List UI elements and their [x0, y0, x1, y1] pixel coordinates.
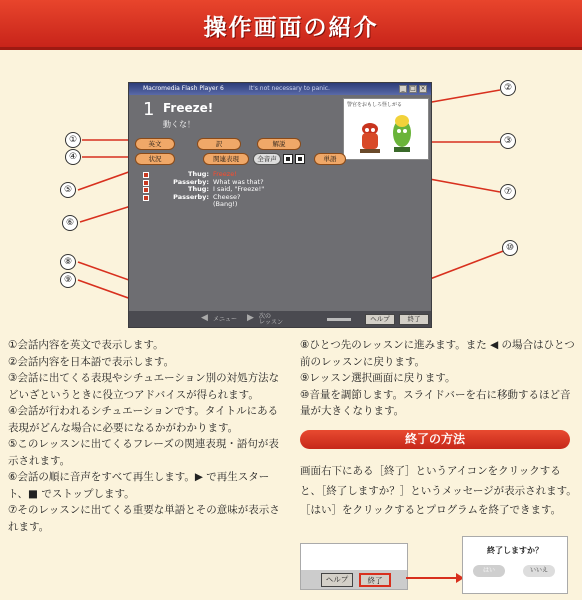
exit-button-sample[interactable]: 終了: [359, 573, 391, 587]
callout-8: ⑧: [60, 254, 76, 270]
callout-6: ⑥: [62, 215, 78, 231]
dialog-question: 終了しますか？: [487, 546, 543, 555]
window-title: Macromedia Flash Player 6: [143, 85, 224, 92]
stop-icon[interactable]: [295, 154, 305, 164]
english-button[interactable]: 英文: [135, 138, 175, 150]
help-button[interactable]: ヘルプ: [365, 314, 395, 325]
dialogue-text: (Bang!): [213, 200, 238, 208]
callout-1: ①: [65, 132, 81, 148]
no-button[interactable]: いいえ: [523, 565, 555, 577]
close-icon[interactable]: ×: [420, 85, 426, 92]
dialogue-text: I said, "Freeze!": [213, 185, 265, 193]
arrow-icon: [406, 572, 466, 584]
prev-lesson-icon[interactable]: ◀: [201, 313, 208, 323]
speaker-name: Passerby:: [173, 177, 209, 186]
callout-3: ③: [500, 133, 516, 149]
words-button[interactable]: 単語: [314, 153, 346, 165]
lesson-number: 1: [143, 99, 155, 120]
explanation-button[interactable]: 解説: [257, 138, 301, 150]
characters-illustration: [344, 99, 430, 161]
speaker-name: Thug:: [188, 170, 209, 178]
callout-10: ⑩: [502, 240, 518, 256]
menu-button[interactable]: メニュー: [213, 316, 238, 323]
description-item: ⑤このレッスンに出てくるフレーズの関連表現・語句が表示されます。: [8, 438, 279, 467]
description-item: ⑥会話の順に音声をすべて再生します。▶ で再生スタート、■ でストップします。: [8, 471, 270, 500]
speaker-name: Passerby:: [173, 192, 209, 201]
speaker-icon[interactable]: [143, 172, 149, 178]
callout-4: ④: [65, 149, 81, 165]
volume-slider[interactable]: [327, 318, 351, 321]
lesson-illustration: [343, 98, 429, 160]
description-item: ④会話が行われるシチュエーションです。タイトルにある表現がどんな場合に必要になるかがわかります。: [8, 405, 279, 434]
dialogue-text: What was that?: [213, 177, 264, 186]
maximize-icon[interactable]: □: [410, 85, 416, 92]
illustration-caption: 警官をおもしろ怪しがる: [347, 102, 403, 108]
help-button-sample[interactable]: ヘルプ: [321, 573, 353, 587]
exit-screenshot: [300, 543, 408, 590]
window-subtitle: It's not necessary to panic.: [249, 85, 330, 92]
speaker-icon[interactable]: [143, 180, 149, 186]
speaker-icon[interactable]: [143, 195, 149, 201]
description-item: ⑧ひとつ先のレッスンに進みます。また ◀ の場合はひとつ前のレッスンに戻ります。: [300, 339, 575, 368]
exit-button[interactable]: 終了: [399, 314, 429, 325]
exit-section-text: 画面右下にある［終了］というアイコンをクリックすると、［終了しますか？］というメッセージが表示されます。［はい］をクリックするとプログラムを終了できます。: [300, 465, 577, 516]
description-item: ⑩音量を調節します。スライドバーを右に移動するほど音量が大きくなります。: [300, 388, 571, 417]
description-list-left: [8, 337, 283, 535]
speaker-name: Thug:: [188, 185, 209, 193]
translation-button[interactable]: 訳: [197, 138, 241, 150]
situation-button[interactable]: 状況: [135, 153, 175, 165]
page-title: 操作画面の紹介: [203, 15, 379, 41]
next-lesson-icon[interactable]: ▶: [247, 313, 254, 323]
minimize-icon[interactable]: _: [399, 85, 407, 93]
description-item: ③会話に出てくる表現やシチュエーション別の対処方法などいざというときに役立つアドバイスが得られます。: [8, 372, 280, 401]
callout-5: ⑤: [60, 182, 76, 198]
title-bar: [129, 83, 431, 95]
lesson-subtitle: 動くな！: [163, 120, 195, 129]
callout-7: ⑦: [500, 184, 516, 200]
play-icon[interactable]: [283, 154, 293, 164]
dialogue-text: Freeze!: [213, 170, 237, 178]
exit-section-heading: 終了の方法: [300, 430, 570, 449]
play-all-button[interactable]: 全音声: [253, 153, 281, 165]
description-item: ②会話内容を日本語で表示します。: [8, 355, 175, 368]
app-window: [128, 82, 432, 328]
lesson-title: Freeze!: [163, 101, 214, 115]
callout-2: ②: [500, 80, 516, 96]
description-item: ⑨レッスン選択画面に戻ります。: [300, 372, 456, 384]
callout-9: ⑨: [60, 272, 76, 288]
description-item: ①会話内容を英文で表示します。: [8, 339, 164, 351]
dialogue-text: Cheese?: [213, 192, 241, 201]
yes-button[interactable]: はい: [473, 565, 505, 577]
description-list-right: [300, 337, 578, 420]
speaker-icon[interactable]: [143, 187, 149, 193]
screenshot-bottom-bar: [301, 570, 407, 589]
exit-confirm-dialog: [462, 536, 568, 594]
description-item: ⑦そのレッスンに出てくる重要な単語とその意味が表示されます。: [8, 504, 280, 533]
related-expressions-button[interactable]: 関連表現: [203, 153, 249, 165]
next-lesson-button[interactable]: 次の レッスン: [259, 313, 283, 326]
